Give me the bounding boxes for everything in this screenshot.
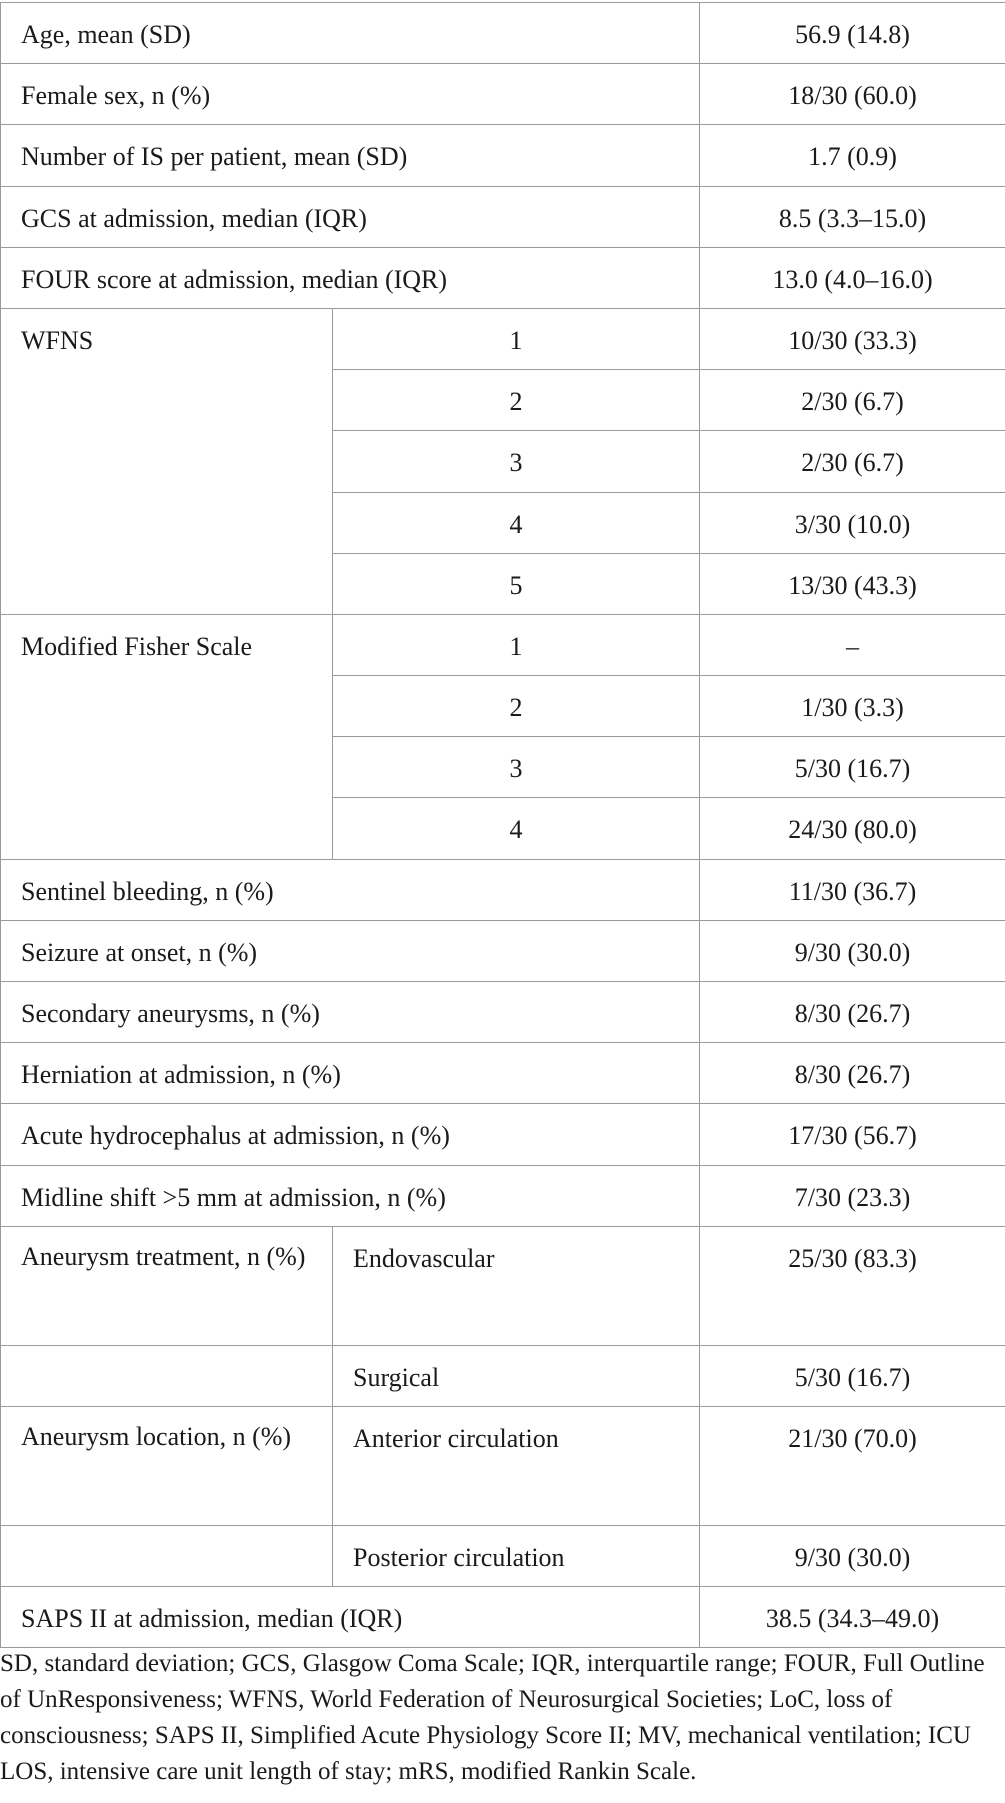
row-value: 9/30 (30.0) [700, 920, 1005, 981]
table-row [1, 1043, 1005, 1104]
sub-label: Endovascular [333, 1226, 700, 1345]
row-value: 10/30 (33.3) [700, 308, 1005, 369]
table-row [1, 1587, 1005, 1648]
row-label: Female sex, n (%) [1, 64, 700, 125]
row-value: 25/30 (83.3) [700, 1226, 1005, 1345]
row-value: 2/30 (6.7) [700, 370, 1005, 431]
row-label: Midline shift >5 mm at admission, n (%) [1, 1165, 700, 1226]
empty-cell [1, 1525, 333, 1586]
sub-label: 1 [333, 614, 700, 675]
row-label: Sentinel bleeding, n (%) [1, 859, 700, 920]
row-label: Herniation at admission, n (%) [1, 1043, 700, 1104]
row-label: SAPS II at admission, median (IQR) [1, 1587, 700, 1648]
row-label: FOUR score at admission, median (IQR) [1, 247, 700, 308]
row-value: 24/30 (80.0) [700, 798, 1005, 859]
table-row [1, 982, 1005, 1043]
group-label-location: Aneurysm location, n (%) [1, 1406, 333, 1525]
row-value: 1.7 (0.9) [700, 125, 1005, 186]
sub-label: Posterior circulation [333, 1525, 700, 1586]
table-footnote: SD, standard deviation; GCS, Glasgow Coma Scale; IQR, interquartile range; FOUR, Full Outline of UnResponsiveness; WFNS, World Federation of Neurosurgical Societies; LoC, loss of consciousness; SAPS II, Simplified Acute Physiology Score II; MV, mechanical ventilation; ICU LOS, intensive care unit length of stay; mRS, modified Rankin Scale. [0, 1650, 985, 1785]
group-label-fisher: Modified Fisher Scale [1, 614, 333, 859]
table-row [1, 1406, 1005, 1525]
row-value: 13.0 (4.0–16.0) [700, 247, 1005, 308]
table-row [1, 308, 1005, 369]
sub-label: 5 [333, 553, 700, 614]
row-value: 9/30 (30.0) [700, 1525, 1005, 1586]
empty-cell [1, 1345, 333, 1406]
sub-label: Anterior circulation [333, 1406, 700, 1525]
row-value: 8/30 (26.7) [700, 1043, 1005, 1104]
group-label-wfns: WFNS [1, 308, 333, 614]
sub-label: Surgical [333, 1345, 700, 1406]
table-row [1, 859, 1005, 920]
row-label: Secondary aneurysms, n (%) [1, 982, 700, 1043]
sub-label: 3 [333, 431, 700, 492]
table-row [1, 1226, 1005, 1345]
characteristics-table [0, 2, 1005, 1648]
row-value: 5/30 (16.7) [700, 737, 1005, 798]
row-label: Number of IS per patient, mean (SD) [1, 125, 700, 186]
group-label-treatment: Aneurysm treatment, n (%) [1, 1226, 333, 1345]
row-value: – [700, 614, 1005, 675]
row-label: Age, mean (SD) [1, 3, 700, 64]
row-value: 8.5 (3.3–15.0) [700, 186, 1005, 247]
row-value: 56.9 (14.8) [700, 3, 1005, 64]
row-label: Seizure at onset, n (%) [1, 920, 700, 981]
table-row [1, 247, 1005, 308]
table-row [1, 125, 1005, 186]
row-value: 8/30 (26.7) [700, 982, 1005, 1043]
row-value: 7/30 (23.3) [700, 1165, 1005, 1226]
row-value: 2/30 (6.7) [700, 431, 1005, 492]
table-row [1, 1525, 1005, 1586]
table-row [1, 1165, 1005, 1226]
table-row [1, 1345, 1005, 1406]
table-row [1, 1104, 1005, 1165]
row-value: 11/30 (36.7) [700, 859, 1005, 920]
table-row [1, 614, 1005, 675]
row-value: 5/30 (16.7) [700, 1345, 1005, 1406]
row-value: 38.5 (34.3–49.0) [700, 1587, 1005, 1648]
row-value: 17/30 (56.7) [700, 1104, 1005, 1165]
table-row [1, 3, 1005, 64]
row-label: GCS at admission, median (IQR) [1, 186, 700, 247]
sub-label: 2 [333, 370, 700, 431]
table-row [1, 920, 1005, 981]
sub-label: 1 [333, 308, 700, 369]
sub-label: 3 [333, 737, 700, 798]
sub-label: 4 [333, 798, 700, 859]
row-value: 13/30 (43.3) [700, 553, 1005, 614]
row-label: Acute hydrocephalus at admission, n (%) [1, 1104, 700, 1165]
sub-label: 2 [333, 676, 700, 737]
row-value: 3/30 (10.0) [700, 492, 1005, 553]
table-row [1, 186, 1005, 247]
sub-label: 4 [333, 492, 700, 553]
table-row [1, 64, 1005, 125]
row-value: 18/30 (60.0) [700, 64, 1005, 125]
row-value: 21/30 (70.0) [700, 1406, 1005, 1525]
row-value: 1/30 (3.3) [700, 676, 1005, 737]
